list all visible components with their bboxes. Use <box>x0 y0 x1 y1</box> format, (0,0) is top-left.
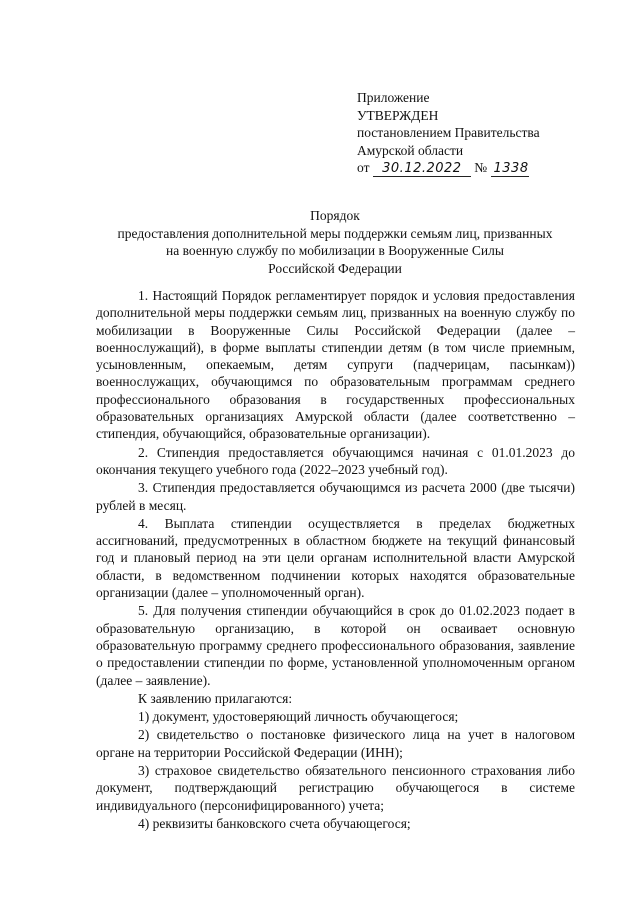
approval-stamp <box>357 89 540 177</box>
title-heading: Порядок <box>310 208 360 223</box>
paragraph-5: 5. Для получения стипендии обучающийся в срок до 01.02.2023 подает в образовательную организацию, в которой он осваивает основную образовательную программу среднего профессионального образования, заявление о предоставлении стипендии по форме, установленной уполномоченным органом (далее – заявление). <box>96 603 575 688</box>
list-item-3: 3) страховое свидетельство обязательного пенсионного страхования либо документ, подтверждающий регистрацию обучающегося в системе индивидуального (персонифицированного) учета; <box>96 763 575 813</box>
approval-line-region: Амурской области <box>357 142 464 158</box>
list-item-2: 2) свидетельство о постановке физического лица на учет в налоговом органе на территории Российской Федерации (ИНН); <box>96 727 575 760</box>
approval-line-appendix: Приложение <box>357 90 430 105</box>
list-item-1: 1) документ, удостоверяющий личность обучающегося; <box>138 709 459 725</box>
handwritten-number: 1338 <box>491 162 529 177</box>
handwritten-date: 30.12.2022 <box>373 162 471 177</box>
paragraph-1: 1. Настоящий Порядок регламентирует порядок и условия предоставления дополнительной меры поддержки семьям лиц, призванных на военную службу по мобилизации в Вооруженные Силы Российской Федерации (далее – военнослужащий), в форме выплаты стипендии детям (в том числе приемным, усыновленным, опекаемым, детям супруги (падчерицам, пасынкам)) военнослужащих, обучающимся по образовательным программам среднего профессионального образования в государственных профессиональных образовательных организациях Амурской области (далее соответственно – стипендия, обучающийся, образовательные организации). <box>96 288 575 442</box>
paragraph-3: 3. Стипендия предоставляется обучающимся из расчета 2000 (две тысячи) рублей в месяц. <box>96 480 575 513</box>
document-title <box>95 207 575 277</box>
paragraph-attachments-intro: К заявлению прилагаются: <box>138 690 293 706</box>
approval-date-line <box>357 159 540 177</box>
paragraph-4: 4. Выплата стипендии осуществляется в пределах бюджетных ассигнований, предусмотренных в областном бюджете на текущий финансовый год и плановый период на эти цели органам исполнительной власти Амурской области, в ведомственном подчинении которых находятся образовательные организации (далее – уполномоченный орган). <box>96 515 575 601</box>
paragraph-2: 2. Стипендия предоставляется обучающимся начиная с 01.01.2023 до окончания текущего учебного года (2022–2023 учебный год). <box>96 444 575 477</box>
title-line-1: предоставления дополнительной меры поддержки семьям лиц, призванных <box>117 225 553 241</box>
approval-line-approved: УТВЕРЖДЕН <box>357 107 439 123</box>
list-item-4: 4) реквизиты банковского счета обучающегося; <box>138 815 411 831</box>
approval-line-resolution: постановлением Правительства <box>357 125 540 140</box>
document-body <box>96 287 575 832</box>
title-line-3: Российской Федерации <box>268 260 402 276</box>
number-prefix: № <box>474 160 488 175</box>
date-prefix: от <box>357 160 370 175</box>
title-line-2: на военную службу по мобилизации в Вооруженные Силы <box>166 243 504 258</box>
